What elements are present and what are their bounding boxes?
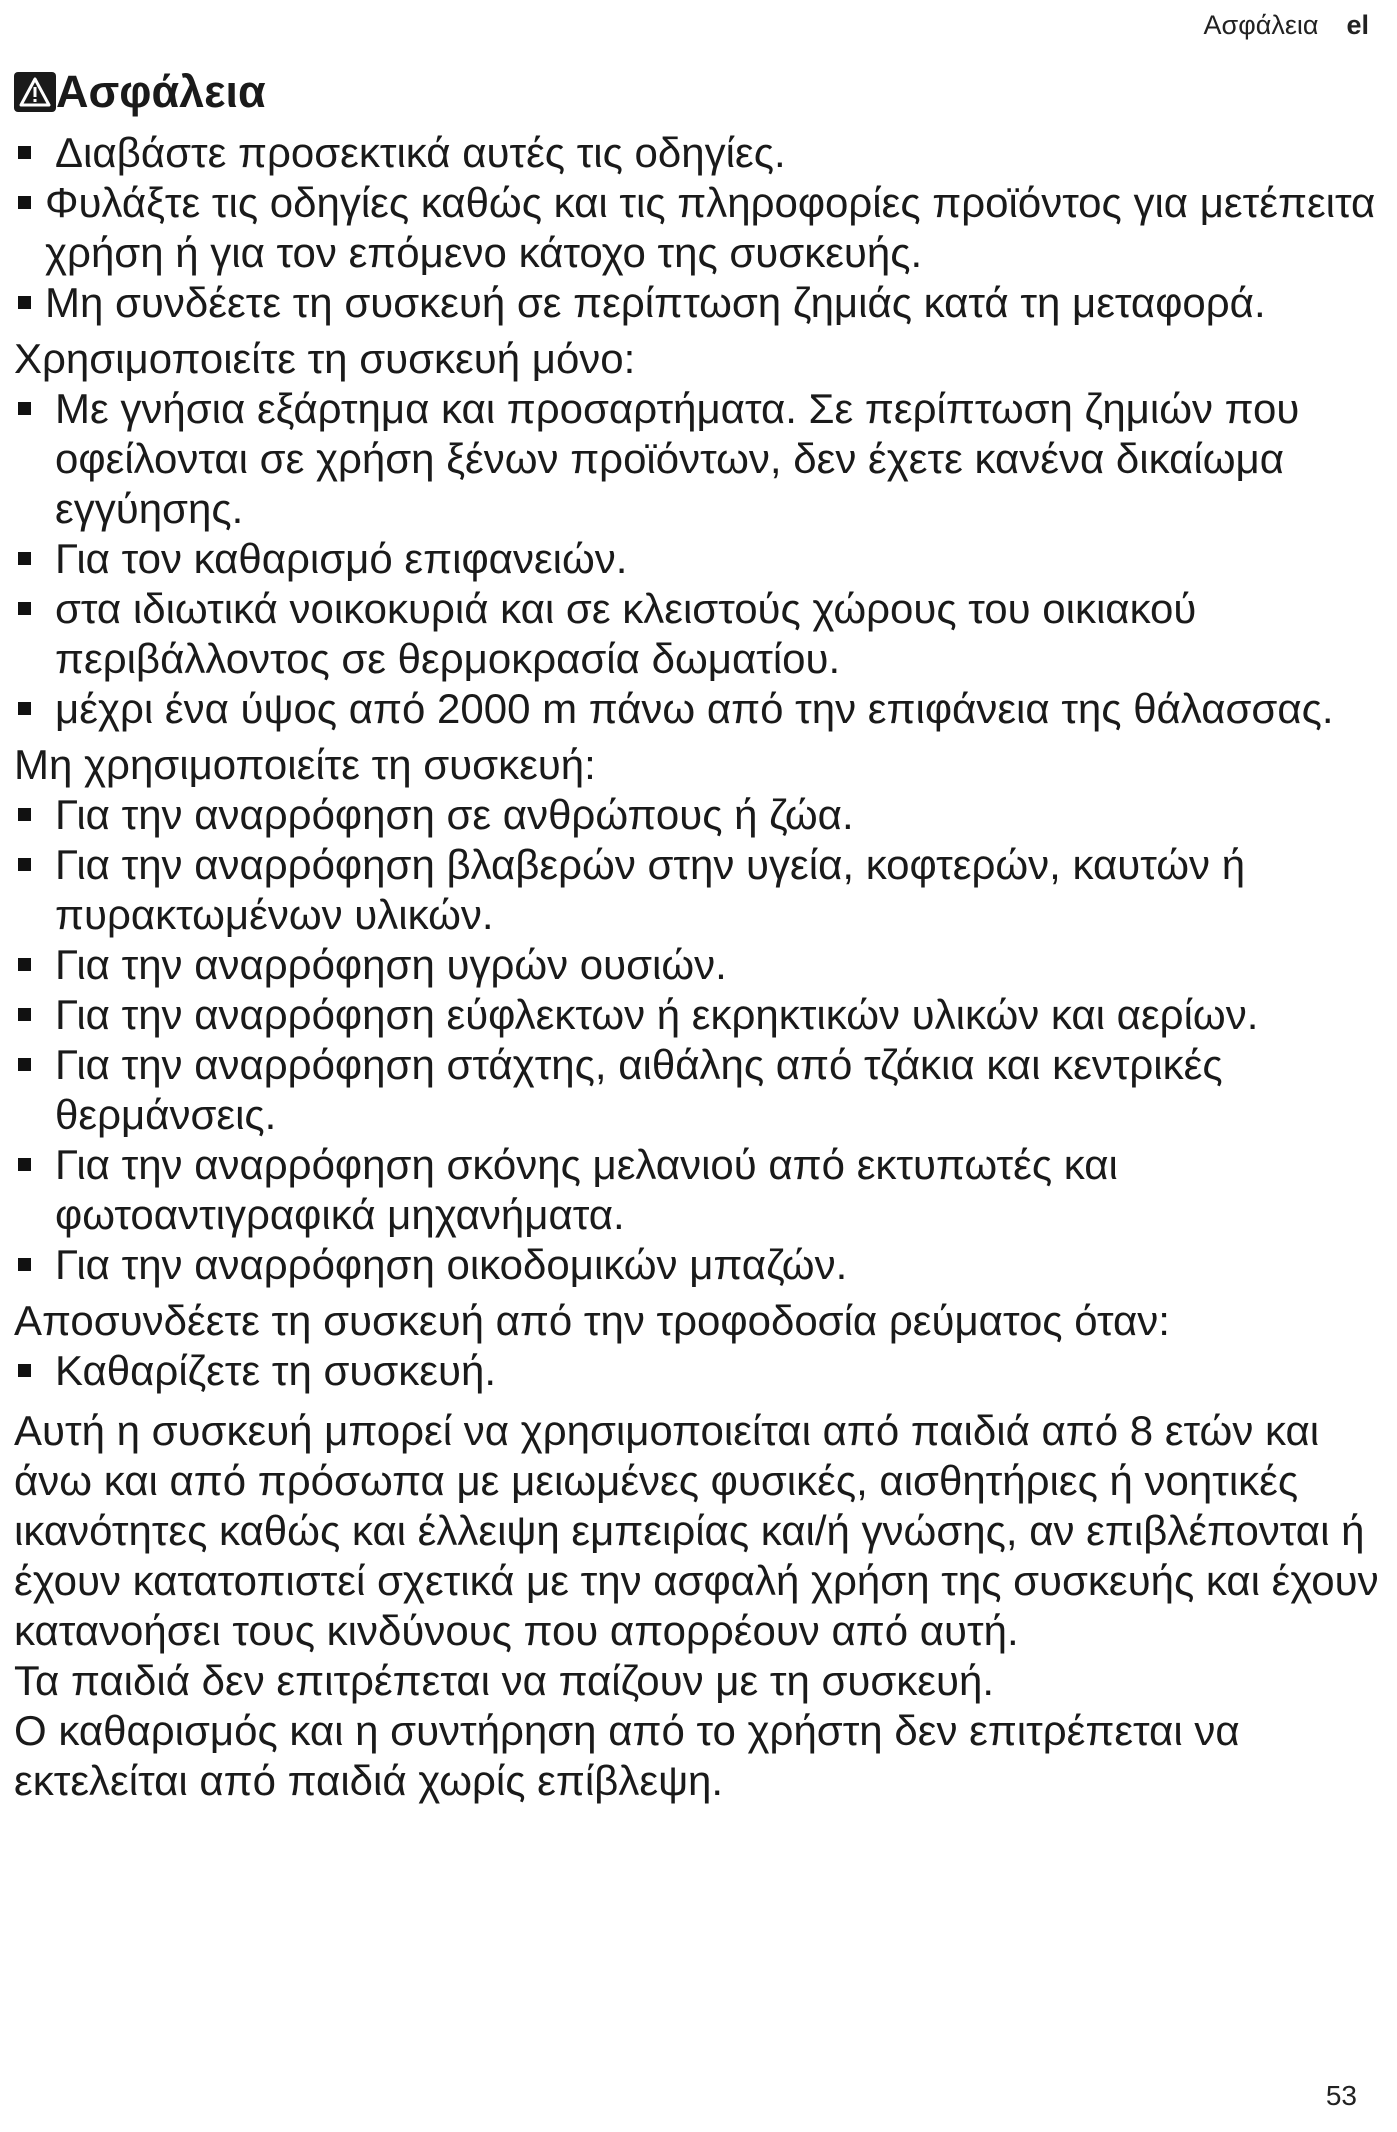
list-item: Για την αναρρόφηση στάχτης, αιθάλης από τζάκια και κεντρικές θερμάνσεις. (14, 1040, 1384, 1140)
list-item: Μη συνδέετε τη συσκευή σε περίπτωση ζημιάς κατά τη μεταφορά. (14, 278, 1384, 328)
running-header (1204, 10, 1369, 41)
children-paragraph-1: Αυτή η συσκευή μπορεί να χρησιμοποιείται από παιδιά από 8 ετών και άνω και από πρόσωπα με μειωμένες φυσικές, αισθητήριες ή νοητικές ικανότητες καθώς και έλλειψη εμπειρίας και/ή γνώσης, αν επιβλέπονται ή έχουν κατατοπιστεί σχετικά με την ασφαλή χρήση της συσκευής και έχουν κατανοήσει τους κινδύνους που απορρέουν από αυτή. (14, 1407, 1379, 1654)
running-header-section: Ασφάλεια (1203, 10, 1319, 40)
section-title-text: Ασφάλεια (56, 66, 266, 117)
children-paragraph-3: Ο καθαρισμός και η συντήρηση από το χρήστη δεν επιτρέπεται να εκτελείται από παιδιά χωρίς επίβλεψη. (14, 1707, 1240, 1804)
list-item: Φυλάξτε τις οδηγίες καθώς και τις πληροφορίες προϊόντος για μετέπειτα χρήση ή για τον επόμενο κάτοχο της συσκευής. (14, 178, 1384, 278)
list-item: Για την αναρρόφηση σε ανθρώπους ή ζώα. (14, 790, 1384, 840)
warning-triangle-icon (14, 72, 56, 112)
use-only-list (14, 384, 1384, 734)
page-content (14, 62, 1384, 1806)
list-item: Για τον καθαρισμό επιφανειών. (14, 534, 1384, 584)
list-item: Με γνήσια εξάρτημα και προσαρτήματα. Σε περίπτωση ζημιών που οφείλονται σε χρήση ξένων προϊόντων, δεν έχετε κανένα δικαίωμα εγγύησης. (14, 384, 1384, 534)
running-header-lang: el (1346, 10, 1369, 40)
list-item: Για την αναρρόφηση σκόνης μελανιού από εκτυπωτές και φωτοαντιγραφικά μηχανήματα. (14, 1140, 1384, 1240)
list-item: Για την αναρρόφηση βλαβερών στην υγεία, κοφτερών, καυτών ή πυρακτωμένων υλικών. (14, 840, 1384, 940)
disconnect-list (14, 1346, 1384, 1396)
section-title (14, 62, 1384, 122)
do-not-use-intro: Μη χρησιμοποιείτε τη συσκευή: (14, 741, 596, 788)
list-item: Διαβάστε προσεκτικά αυτές τις οδηγίες. (14, 128, 1384, 178)
list-item: μέχρι ένα ύψος από 2000 m πάνω από την επιφάνεια της θάλασσας. (14, 684, 1384, 734)
list-item: στα ιδιωτικά νοικοκυριά και σε κλειστούς χώρους του οικιακού περιβάλλοντος σε θερμοκρασία δωματίου. (14, 584, 1384, 684)
disconnect-intro: Αποσυνδέετε τη συσκευή από την τροφοδοσία ρεύματος όταν: (14, 1297, 1170, 1344)
list-item: Καθαρίζετε τη συσκευή. (14, 1346, 1384, 1396)
use-only-intro: Χρησιμοποιείτε τη συσκευή μόνο: (14, 335, 636, 382)
page-number: 53 (1325, 2080, 1357, 2111)
general-list (14, 128, 1384, 328)
list-item: Για την αναρρόφηση υγρών ουσιών. (14, 940, 1384, 990)
do-not-use-list (14, 790, 1384, 1290)
children-paragraph-2: Τα παιδιά δεν επιτρέπεται να παίζουν με τη συσκευή. (14, 1657, 995, 1704)
list-item: Για την αναρρόφηση εύφλεκτων ή εκρηκτικών υλικών και αερίων. (14, 990, 1384, 1040)
list-item: Για την αναρρόφηση οικοδομικών μπαζών. (14, 1240, 1384, 1290)
